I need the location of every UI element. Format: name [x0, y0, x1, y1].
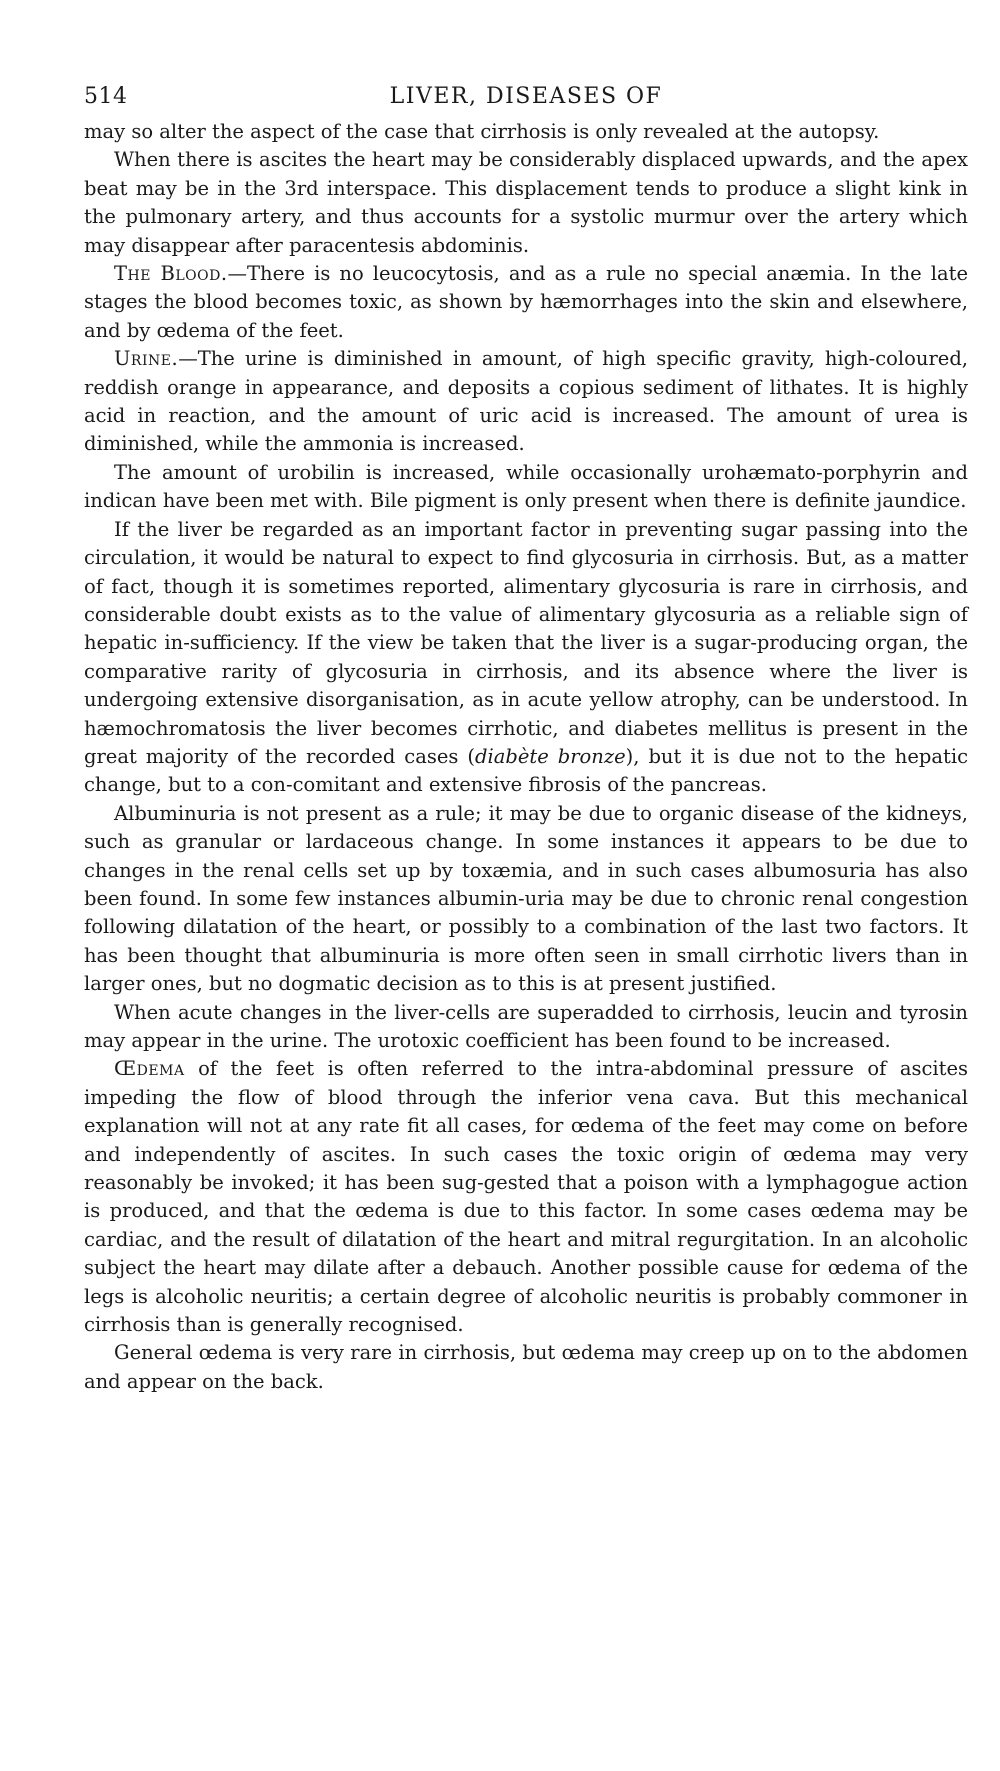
book-page — [84, 70, 968, 1396]
paragraph-text: If the liver be regarded as an important factor in preventing sugar passing into the circulation, it would be natural to expect to find glycosuria in cirrhosis. But, as a matter of fact, though it is sometimes reported, alimentary glycosuria is rare in cirrhosis, and considerable doubt exists as to the value of alimentary glycosuria as a reliable sign of hepatic in-sufficiency. If the view be taken that the liver is a sugar-producing organ, the comparative rarity of glycosuria in cirrhosis, and its absence where the liver is undergoing extensive disorganisation, as in acute yellow atrophy, can be understood. In hæmochromatosis the liver becomes cirrhotic, and diabetes mellitus is present in the great majority of the recorded cases ( — [84, 517, 968, 768]
paragraph-text: General œdema is very rare in cirrhosis, but œdema may creep up on to the abdomen and appear on the back. — [84, 1341, 968, 1393]
paragraph-text: of the feet is often referred to the intra-abdominal pressure of ascites impeding the flow of blood through the inferior vena cava. But this mechanical explanation will not at any rate fit all cases, for œdema of the feet may come on before and independently of ascites. In such cases the toxic origin of œdema may very reasonably be invoked; it has been sug-gested that a poison with a lymphagogue action is produced, and that the œdema is due to this factor. In some cases œdema may be cardiac, and the result of dilatation of the heart and mitral regurgitation. In an alcoholic subject the heart may dilate after a debauch. Another possible cause for œdema of the legs is alcoholic neuritis; a certain degree of alcoholic neuritis is probably commoner in cirrhosis than is generally recognised. — [84, 1057, 968, 1337]
paragraph-oedema — [84, 1055, 968, 1339]
paragraph-blood — [84, 260, 968, 345]
paragraph-text: When acute changes in the liver-cells are superadded to cirrhosis, leucin and tyrosin may appear in the urine. The urotoxic coefficient has been found to be increased. — [84, 1000, 968, 1052]
paragraph-text: When there is ascites the heart may be considerably displaced upwards, and the apex beat may be in the 3rd interspace. This displacement tends to produce a slight kink in the pulmonary artery, and thus accounts for a systolic murmur over the artery which may disappear after paracentesis abdominis. — [84, 148, 968, 257]
paragraph-leucin-tyrosin — [84, 999, 968, 1056]
section-lead-blood: The Blood. — [114, 262, 228, 286]
body-text — [84, 118, 968, 1396]
italic-term: diabète bronze — [475, 744, 626, 768]
paragraph-albuminuria — [84, 800, 968, 999]
paragraph-text: The amount of urobilin is increased, while occasionally urohæmato-porphyrin and indican have been met with. Bile pigment is only present when there is definite jaundice. — [84, 460, 968, 513]
section-lead-urine: Urine. — [114, 347, 179, 371]
page-number: 514 — [84, 84, 128, 109]
running-title: LIVER, DISEASES OF — [389, 84, 663, 109]
paragraph-general-oedema — [84, 1339, 968, 1396]
paragraph-ascites-heart — [84, 146, 968, 260]
paragraph-text-tail: ), but it is due not to the hepatic change, but to a con-comitant and extensive fibrosis of the pancreas. — [84, 744, 968, 797]
paragraph-text: —There is no leucocytosis, and as a rule no special anæmia. In the late stages the blood becomes toxic, as shown by hæmorrhages into the skin and elsewhere, and by œdema of the feet. — [84, 262, 969, 342]
paragraph-glycosuria — [84, 516, 968, 800]
paragraph-text: —The urine is diminished in amount, of high specific gravity, high-coloured, reddish orange in appearance, and deposits a copious sediment of lithates. It is highly acid in reaction, and the amount of uric acid is increased. The amount of urea is diminished, while the ammonia is increased. — [84, 347, 968, 456]
paragraph-text: Albuminuria is not present as a rule; it may be due to organic disease of the kidneys, such as granular or lardaceous change. In some instances it appears to be due to changes in the renal cells set up by toxæmia, and in such cases albumosuria has also been found. In some few instances albumin-uria may be due to chronic renal congestion following dilatation of the heart, or possibly to a combination of the last two factors. It has been thought that albuminuria is more often seen in small cirrhotic livers than in larger ones, but no dogmatic decision as to this is at present justified. — [84, 801, 968, 996]
paragraph-text: may so alter the aspect of the case that cirrhosis is only revealed at the autopsy. — [84, 120, 880, 143]
paragraph-urine — [84, 345, 968, 459]
paragraph-urobilin — [84, 459, 968, 516]
paragraph-autopsy — [84, 118, 968, 146]
section-lead-oedema: Œdema — [114, 1057, 185, 1081]
running-head — [84, 70, 968, 116]
